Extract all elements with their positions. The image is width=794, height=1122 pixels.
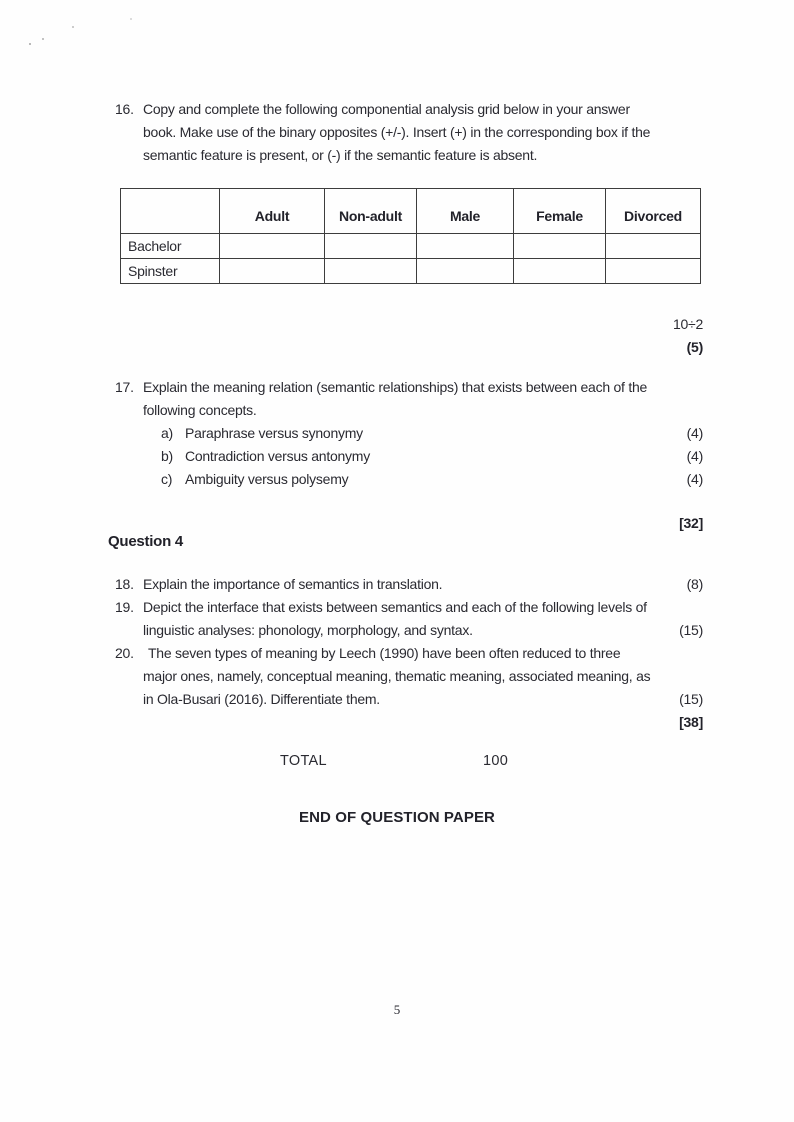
- total-value: 100: [483, 753, 509, 769]
- question-20-line: major ones, namely, conceptual meaning, thematic meaning, associated meaning, as: [143, 668, 651, 684]
- section-4-total-marks: [38]: [679, 714, 703, 730]
- grid-cell: [606, 259, 701, 284]
- question-18-text: [143, 573, 703, 596]
- question-16-line: semantic feature is present, or (-) if the semantic feature is absent.: [143, 147, 538, 163]
- question-19-mark: (15): [679, 622, 703, 638]
- sub-item-mark: (4): [686, 448, 703, 464]
- grid-marks-calculation: 10÷2: [672, 316, 703, 332]
- question-17: [115, 376, 703, 491]
- question-16: [115, 98, 703, 167]
- question-20-line: [143, 688, 703, 711]
- grid-cell: [417, 259, 514, 284]
- sub-item-text: Contradiction versus antonymy: [185, 448, 370, 464]
- sub-item-letter: b): [161, 448, 173, 464]
- table-header-male: Male: [417, 189, 514, 234]
- question-20-number: 20.: [115, 645, 134, 661]
- table-row-bachelor: [121, 234, 701, 259]
- question-17-text: [143, 376, 703, 491]
- question-18-number: 18.: [115, 576, 134, 592]
- question-18: [115, 573, 703, 596]
- question-19-text: [143, 596, 703, 642]
- question-19-line-text: linguistic analyses: phonology, morphology, and syntax.: [143, 622, 473, 638]
- question-18-line: [143, 573, 703, 596]
- question-17-number: 17.: [115, 379, 134, 395]
- question-17-line: following concepts.: [143, 402, 257, 418]
- grid-cell: [220, 259, 325, 284]
- sub-item-text: Ambiguity versus polysemy: [185, 471, 349, 487]
- scan-artifact-dot: [42, 38, 44, 40]
- page-number: 5: [393, 1002, 401, 1017]
- question-16-line: Copy and complete the following componential analysis grid below in your answer: [143, 101, 630, 117]
- scan-artifact-dot: [29, 43, 31, 45]
- table-header-adult: Adult: [220, 189, 325, 234]
- grid-marks-total: (5): [686, 339, 703, 355]
- grid-cell: [514, 234, 606, 259]
- question-17-line: Explain the meaning relation (semantic relationships) that exists between each of the: [143, 379, 648, 395]
- sub-item-c: [161, 468, 703, 491]
- table-header-row: [121, 189, 701, 234]
- scan-artifact-dot: [130, 18, 132, 20]
- question-20-mark: (15): [679, 691, 703, 707]
- question-20-text: [143, 642, 703, 711]
- question-19: [115, 596, 703, 642]
- question-20-line-text: in Ola-Busari (2016). Differentiate them.: [143, 691, 380, 707]
- question-20-line: The seven types of meaning by Leech (1990) have been often reduced to three: [148, 645, 621, 661]
- row-label-spinster: Spinster: [121, 259, 220, 284]
- sub-item-letter: a): [161, 425, 173, 441]
- sub-item-letter: c): [161, 471, 173, 487]
- scan-artifact-dot: [72, 26, 74, 28]
- question-19-line: [143, 619, 703, 642]
- sub-item-mark: (4): [686, 425, 703, 441]
- section-4-heading: Question 4: [108, 533, 184, 550]
- componential-analysis-table: [120, 188, 701, 284]
- table-header-non-adult: Non-adult: [325, 189, 417, 234]
- sub-item-text: Paraphrase versus synonymy: [185, 425, 363, 441]
- grid-marks: [673, 313, 703, 359]
- grid-cell: [606, 234, 701, 259]
- sub-item-b: [161, 445, 703, 468]
- question-16-number: 16.: [115, 101, 134, 117]
- grid-cell: [514, 259, 606, 284]
- question-20: [115, 642, 703, 711]
- total-label: TOTAL: [280, 753, 327, 769]
- sub-item-a: [161, 422, 703, 445]
- table-header-divorced: Divorced: [606, 189, 701, 234]
- question-19-line: Depict the interface that exists between semantics and each of the following levels of: [143, 599, 647, 615]
- table-row-spinster: [121, 259, 701, 284]
- end-of-paper-text: END OF QUESTION PAPER: [298, 809, 495, 826]
- sub-item-mark: (4): [686, 471, 703, 487]
- question-16-text: [143, 98, 703, 167]
- table-header-female: Female: [514, 189, 606, 234]
- grid-cell: [325, 259, 417, 284]
- grid-cell: [220, 234, 325, 259]
- question-16-line: book. Make use of the binary opposites (+/-). Insert (+) in the corresponding box if the: [143, 124, 651, 140]
- grid-cell: [417, 234, 514, 259]
- question-18-mark: (8): [686, 576, 703, 592]
- question-18-line-text: Explain the importance of semantics in translation.: [143, 576, 443, 592]
- section-3-total-marks: [32]: [679, 515, 703, 531]
- question-19-number: 19.: [115, 599, 134, 615]
- table-header-empty: [121, 189, 220, 234]
- grid-cell: [325, 234, 417, 259]
- row-label-bachelor: Bachelor: [121, 234, 220, 259]
